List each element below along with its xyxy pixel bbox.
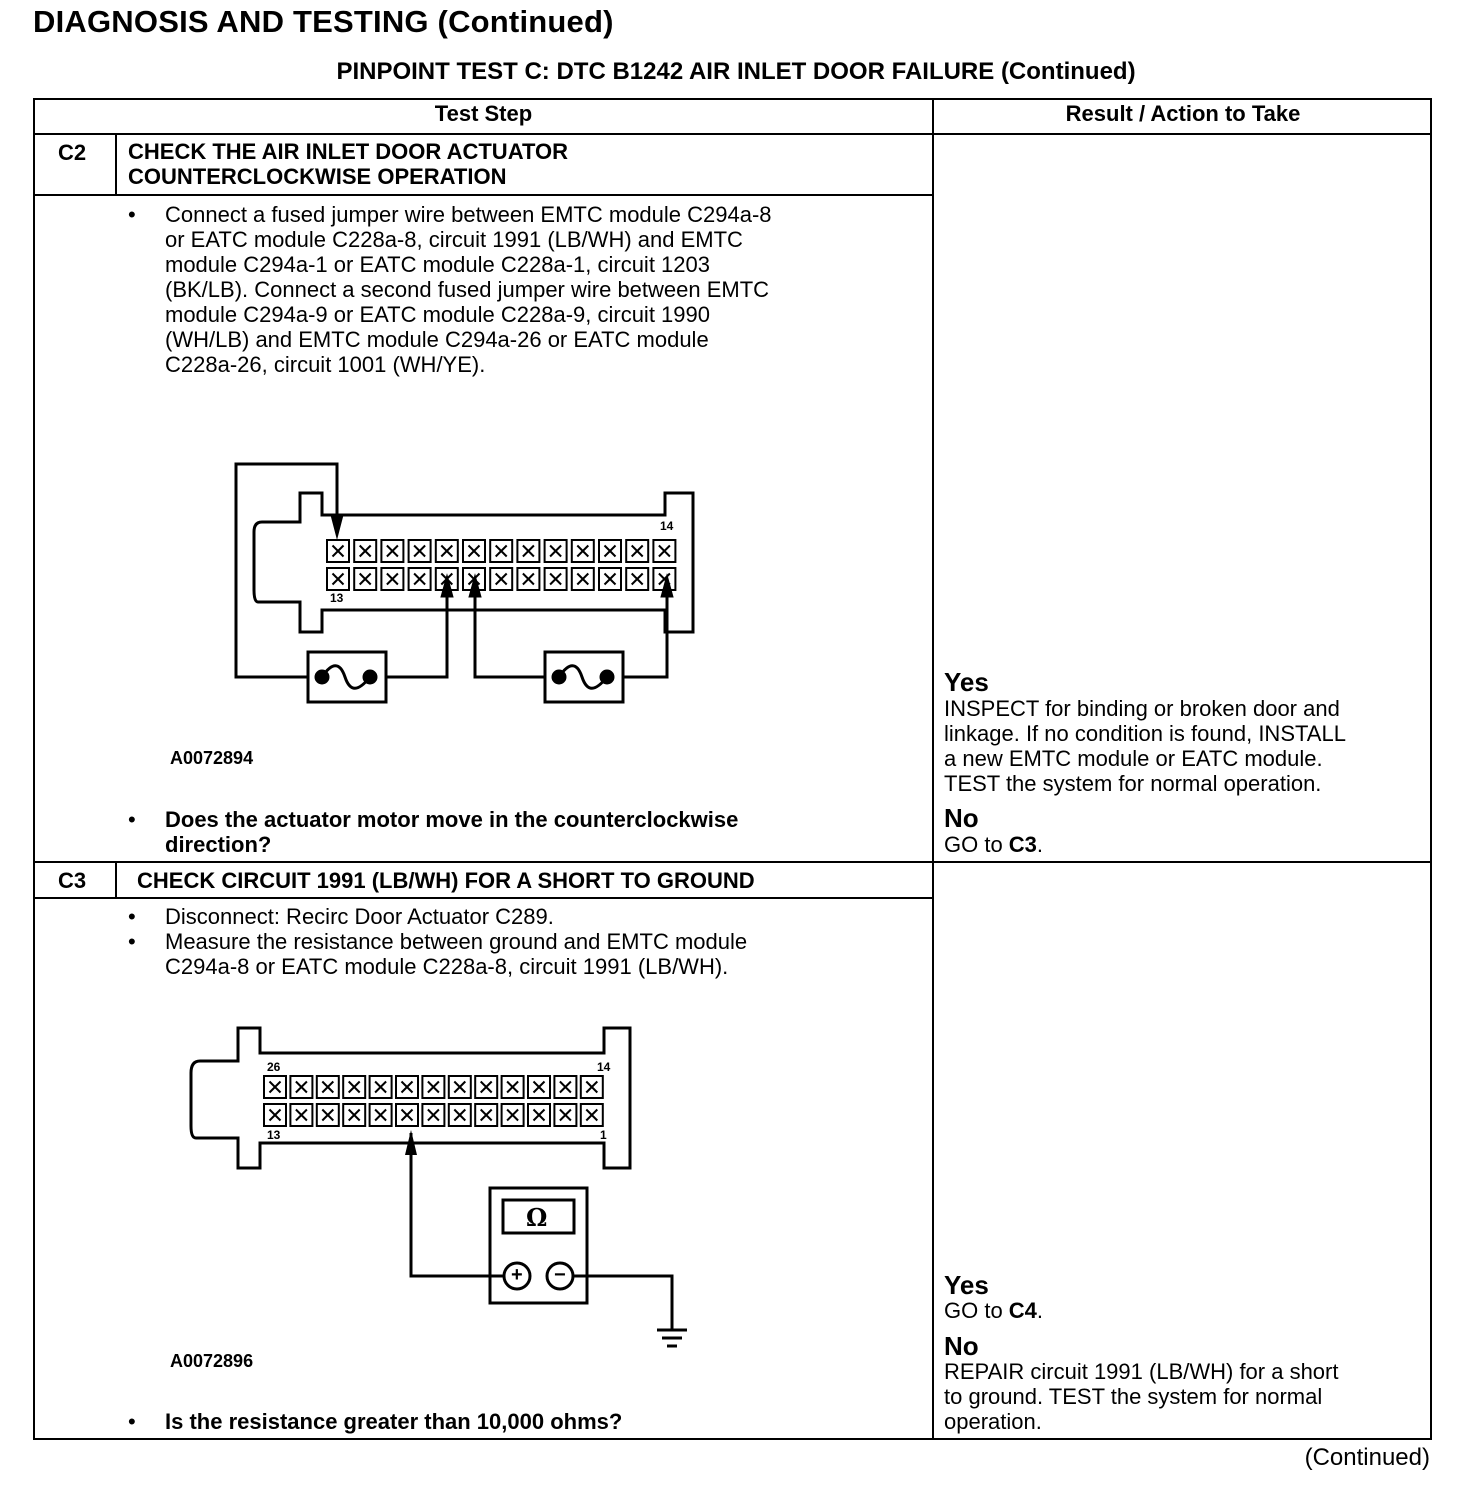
c2-no-label: No (944, 803, 979, 833)
meter-symbol: Ω (526, 1203, 548, 1232)
text-span: GO to (944, 1298, 1009, 1323)
meter-minus: − (554, 1264, 566, 1286)
step-id-c3: C3 (58, 868, 87, 893)
step-c3-question: Is the resistance greater than 10,000 ohms? (165, 1409, 623, 1434)
meter-plus: + (511, 1264, 523, 1286)
text-line: direction? (165, 832, 272, 857)
c3-yes-label: Yes (944, 1270, 989, 1300)
step-c3-instruction-1: Disconnect: Recirc Door Actuator C289. (165, 904, 554, 929)
connector-pin-mark (322, 1082, 333, 1093)
pin-label-14: 14 (660, 519, 674, 533)
step-id-c2: C2 (58, 140, 87, 165)
col-header-result: Result / Action to Take (1065, 101, 1301, 126)
connector-pin-mark (560, 1110, 571, 1121)
connector-pin-mark (428, 1082, 439, 1093)
text-line: module C294a-1 or EATC module C228a-1, circuit 1203 (165, 252, 710, 277)
c3-no-action (944, 1359, 1339, 1434)
connector-pin-mark (560, 1082, 571, 1093)
connector-pin-mark (481, 1082, 492, 1093)
text-line: operation. (944, 1409, 1042, 1434)
connector-pin-mark (296, 1110, 307, 1121)
text-line: a new EMTC module or EATC module. (944, 746, 1323, 771)
connector-pin-mark (534, 1082, 545, 1093)
text-line: INSPECT for binding or broken door and (944, 696, 1340, 721)
connector-pin-mark (375, 1082, 386, 1093)
text-line: module C294a-9 or EATC module C228a-9, circuit 1990 (165, 302, 710, 327)
pin-label-14: 14 (597, 1060, 611, 1074)
connector-pin-mark (507, 1082, 518, 1093)
step-ref-link[interactable]: C4 (1008, 1298, 1037, 1323)
continued-note: (Continued) (1304, 1444, 1430, 1471)
text-line: Measure the resistance between ground and EMTC module (165, 929, 748, 954)
connector-pin-mark (375, 1110, 386, 1121)
connector-pin-mark (322, 1110, 333, 1121)
connector-pin-mark (534, 1110, 545, 1121)
c3-no-label: No (944, 1331, 979, 1361)
bullet: • (128, 929, 136, 954)
text-line: (WH/LB) and EMTC module C294a-26 or EATC module (165, 327, 709, 352)
connector-pin-mark (507, 1110, 518, 1121)
step-c2-title-line2: COUNTERCLOCKWISE OPERATION (128, 164, 507, 189)
connector-pin-mark (349, 1110, 360, 1121)
pinpoint-test-title: PINPOINT TEST C: DTC B1242 AIR INLET DOOR FAILURE (Continued) (336, 58, 1136, 85)
text-line: Does the actuator motor move in the counterclockwise (165, 807, 739, 832)
connector-pin-mark (270, 1110, 281, 1121)
bullet: • (128, 202, 136, 227)
connector-pin-mark (296, 1082, 307, 1093)
bullet: • (128, 1409, 136, 1434)
page-title: DIAGNOSIS AND TESTING (Continued) (33, 4, 614, 39)
text-line: C294a-8 or EATC module C228a-8, circuit 1991 (LB/WH). (165, 954, 729, 979)
bullet: • (128, 904, 136, 929)
text-span: . (1036, 1298, 1044, 1323)
text-line: TEST the system for normal operation. (944, 771, 1322, 796)
text-span: . (1036, 832, 1044, 857)
c3-yes-action (944, 1298, 1043, 1323)
text-line: Connect a fused jumper wire between EMTC module C294a-8 (165, 202, 772, 227)
figure-id-c3: A0072896 (170, 1351, 254, 1371)
connector-pin-mark (402, 1082, 413, 1093)
text-span: GO to (944, 832, 1009, 857)
connector-pin-mark (270, 1082, 281, 1093)
connector-pin-mark (349, 1082, 360, 1093)
bullet: • (128, 807, 136, 832)
text-line: REPAIR circuit 1991 (LB/WH) for a short (944, 1359, 1339, 1384)
connector-pin-mark (586, 1082, 597, 1093)
step-c3-title: CHECK CIRCUIT 1991 (LB/WH) FOR A SHORT TO GROUND (137, 868, 755, 893)
connector-pin-mark (428, 1110, 439, 1121)
pin-label-13: 13 (267, 1128, 281, 1142)
pin-label-1: 1 (600, 1128, 607, 1142)
pin-label-26: 26 (267, 1060, 281, 1074)
text-line: to ground. TEST the system for normal (944, 1384, 1323, 1409)
figure-id-c2: A0072894 (170, 748, 254, 768)
step-ref-link[interactable]: C3 (1008, 832, 1037, 857)
text-line: (BK/LB). Connect a second fused jumper wire between EMTC (165, 277, 770, 302)
connector-pin-mark (481, 1110, 492, 1121)
step-c2-title-line1: CHECK THE AIR INLET DOOR ACTUATOR (128, 139, 568, 164)
connector-pin-mark (586, 1110, 597, 1121)
col-header-test-step: Test Step (434, 101, 533, 126)
connector-pin-mark (454, 1110, 465, 1121)
pin-label-13: 13 (330, 591, 344, 605)
connector-pin-mark (402, 1110, 413, 1121)
connector-pin-mark (454, 1082, 465, 1093)
text-line: linkage. If no condition is found, INSTALL (944, 721, 1346, 746)
text-line: or EATC module C228a-8, circuit 1991 (LB/WH) and EMTC (165, 227, 743, 252)
text-line: C228a-26, circuit 1001 (WH/YE). (165, 352, 486, 377)
c2-yes-label: Yes (944, 667, 989, 697)
